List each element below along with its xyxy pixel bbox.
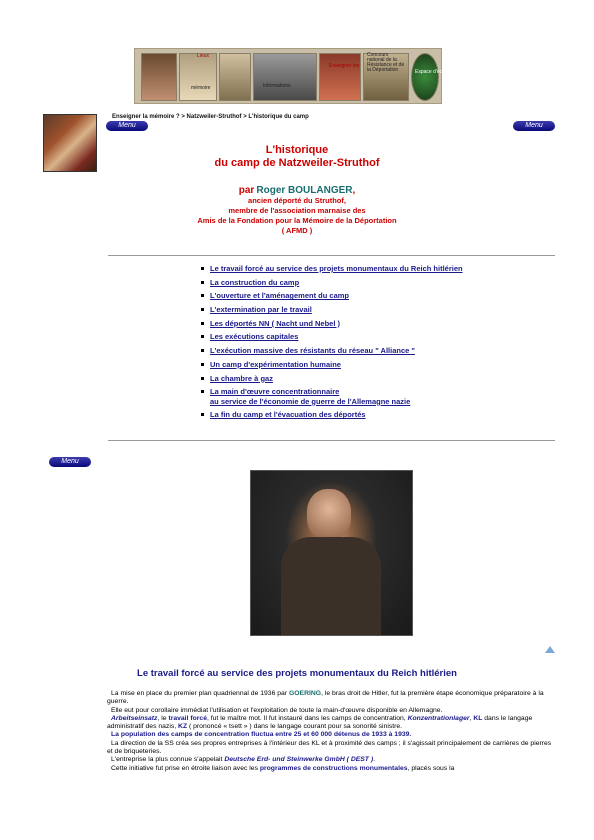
banner-image-1 [141, 53, 177, 101]
author-photo-jacket [281, 537, 381, 635]
text-span: L'entreprise la plus connue s'appelait [111, 756, 225, 764]
paragraph-1 [107, 690, 557, 707]
konzentrationlager-term: Konzentrationlager [407, 714, 470, 722]
text-span: , placés sous la [407, 764, 455, 772]
author-comma: , [352, 185, 356, 196]
menu-button-side[interactable]: Menu [49, 457, 91, 467]
toc-link-main-oeuvre[interactable] [200, 387, 560, 406]
text-span: dans le langage administratif des nazis, [107, 714, 533, 731]
text-span: La mise en place du premier plan quadriennal de 1936 par [111, 690, 289, 697]
text-span: . [373, 756, 376, 764]
article-body [107, 690, 557, 773]
arbeitseinsatz-term: Arbeitseinsatz [111, 714, 158, 722]
toc-link-alliance[interactable]: L'exécution massive des résistants du réseau " Alliance " [200, 346, 560, 356]
paragraph-2: Elle eut pour corollaire immédiat l'utilisation et l'exploitation de toute la main-d'œuvre disponible en Allemagne. [111, 706, 443, 714]
section-title: Le travail forcé au service des projets monumentaux du Reich hitlérien [137, 668, 457, 679]
travail-force-term: travail forcé [168, 714, 207, 722]
paragraph-5: La direction de la SS créa ses propres entreprises à l'intérieur des KL et à proximité des camps ; il s'agissait principalement de carrières de pierres et de briqueteries. [107, 739, 552, 756]
goering-link[interactable]: GOERING [288, 690, 322, 697]
banner-label-5: Concours national de la Résistance et de la Déportation [367, 52, 405, 73]
banner-label-2: mémoire [191, 85, 211, 91]
page-title [0, 144, 594, 170]
author-photo-face [307, 489, 351, 539]
toc-link-fin-camp[interactable]: La fin du camp et l'évacuation des déportés [200, 410, 560, 420]
author-block [0, 186, 594, 236]
toc-link-executions[interactable]: Les exécutions capitales [200, 332, 560, 342]
kl-term: KL [473, 714, 483, 722]
banner-image-3 [219, 53, 251, 101]
menu-button-left[interactable]: Menu [106, 121, 148, 131]
author-line4: ( AFMD ) [281, 226, 313, 235]
author-line2: membre de l'association marnaise des [228, 206, 366, 215]
author-by: par [238, 185, 255, 196]
banner-image-4 [253, 53, 317, 101]
breadcrumb[interactable]: Enseigner la mémoire ? > Natzweiler-Struthof > L'historique du camp [112, 114, 309, 120]
paragraph-3 [107, 715, 557, 732]
toc-link-main-oeuvre-line2: au service de l'économie de guerre de l'Allemagne nazie [210, 396, 411, 406]
toc-link-experimentation[interactable]: Un camp d'expérimentation humaine [200, 360, 560, 370]
banner-image-5 [319, 53, 361, 101]
header-banner[interactable] [134, 48, 459, 104]
text-span: , le [157, 714, 169, 722]
banner-image-7 [411, 53, 439, 101]
text-span: , le bras droit de Hitler, fut la première étape économique préparatoire à la guerre. [107, 690, 544, 706]
text-span: , [469, 714, 474, 722]
toc-link-deportes-nn[interactable]: Les déportés NN ( Nacht und Nebel ) [200, 319, 560, 329]
page-title-line1: L'historique [265, 144, 329, 156]
kz-term: KZ [178, 723, 188, 731]
text-span: ( prononcé « tsett » ) dans le langage courant pour sa sonorité sinistre. [187, 723, 403, 731]
toc-link-extermination[interactable]: L'extermination par le travail [200, 305, 560, 315]
toc-link-travail-force[interactable]: Le travail forcé au service des projets monumentaux du Reich hitlérien [200, 264, 560, 274]
toc-link-chambre-gaz[interactable]: La chambre à gaz [200, 374, 560, 384]
banner-label-3: Informations [263, 83, 291, 89]
page-title-line2: du camp de Natzweiler-Struthof [214, 157, 380, 169]
author-photo [250, 470, 413, 636]
banner-label-1: Lieux [197, 53, 209, 59]
toc-link-main-oeuvre-line1: La main d'œuvre concentrationnaire [210, 387, 340, 397]
table-of-contents [200, 264, 560, 424]
author-line1: ancien déporté du Struthof, [248, 196, 346, 205]
author-name: Roger BOULANGER [256, 185, 353, 196]
banner-label-4: Enseigner les [329, 63, 360, 69]
text-span: , fut le maître mot. Il fut instauré dans les camps de concentration, [206, 714, 408, 722]
back-to-top-icon[interactable] [545, 646, 555, 653]
divider-bottom [108, 440, 555, 441]
toc-link-construction[interactable]: La construction du camp [200, 278, 560, 288]
programmes-term: programmes de constructions monumentales [259, 764, 408, 772]
paragraph-7 [107, 765, 557, 773]
banner-image-2 [179, 53, 217, 101]
dest-term: Deutsche Erd- und Steinwerke GmbH ( DEST ) [224, 756, 374, 764]
paragraph-4: La population des camps de concentration fluctua entre 25 et 60 000 détenus de 1933 à 1939. [111, 731, 412, 739]
author-line3: Amis de la Fondation pour la Mémoire de la Déportation [197, 216, 397, 225]
divider-top [108, 255, 555, 256]
menu-button-right[interactable]: Menu [513, 121, 555, 131]
paragraph-6 [107, 756, 557, 764]
toc-link-ouverture[interactable]: L'ouverture et l'aménagement du camp [200, 291, 560, 301]
text-span: Cette initiative fut prise en étroite liaison avec les [111, 764, 260, 772]
banner-label-6: Espace d'échanges [415, 69, 459, 75]
